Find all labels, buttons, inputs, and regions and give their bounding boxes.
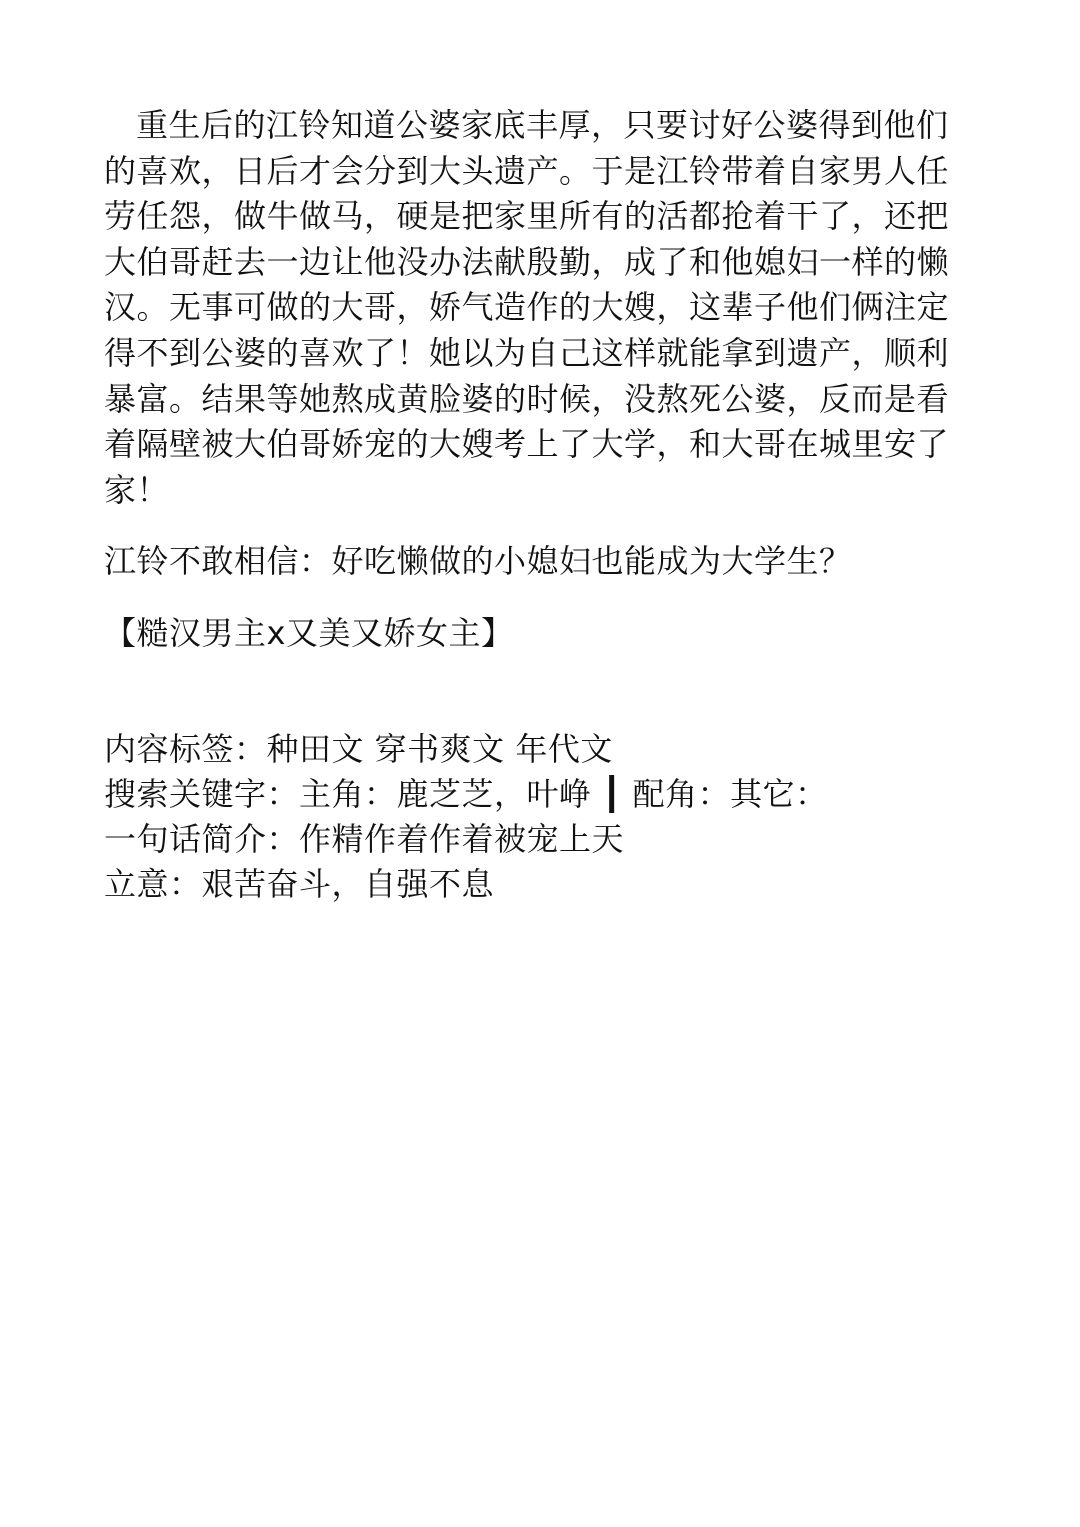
synopsis-paragraph-3: 【糙汉男主x又美又娇女主】	[104, 613, 514, 652]
synopsis-paragraph-2: 江铃不敢相信：好吃懒做的小媳妇也能成为大学生？	[104, 542, 852, 581]
spacer	[104, 513, 964, 539]
spacer	[104, 585, 964, 611]
meta-tags: 内容标签：种田文 穿书爽文 年代文	[104, 729, 613, 768]
synopsis-paragraph-1: 重生后的江铃知道公婆家底丰厚，只要讨好公婆得到他们的喜欢，日后才会分到大头遗产。于是江铃带着自家男人任劳任怨，做牛做马，硬是把家里所有的活都抢着干了，还把大伯哥赶去一边让他没办法献殷勤，成了和他媳妇一样的懒汉。无事可做的大哥，娇气造作的大嫂，这辈子他们俩注定得不到公婆的喜欢了！她以为自己这样就能拿到遗产，顺利暴富。结果等她熬成黄脸婆的时候，没熬死公婆，反而是看着隔壁被大伯哥娇宠的大嫂考上了大学，和大哥在城里安了家！	[104, 106, 950, 509]
meta-keywords: 搜索关键字：主角：鹿芝芝，叶峥 ┃ 配角：其它：	[104, 774, 828, 813]
meta-one-line-summary: 一句话简介：作精作着作着被宠上天	[104, 819, 625, 858]
spacer	[104, 657, 964, 727]
meta-theme: 立意：艰苦奋斗，自强不息	[104, 864, 495, 903]
document-body	[104, 103, 964, 907]
book-meta	[104, 727, 964, 907]
